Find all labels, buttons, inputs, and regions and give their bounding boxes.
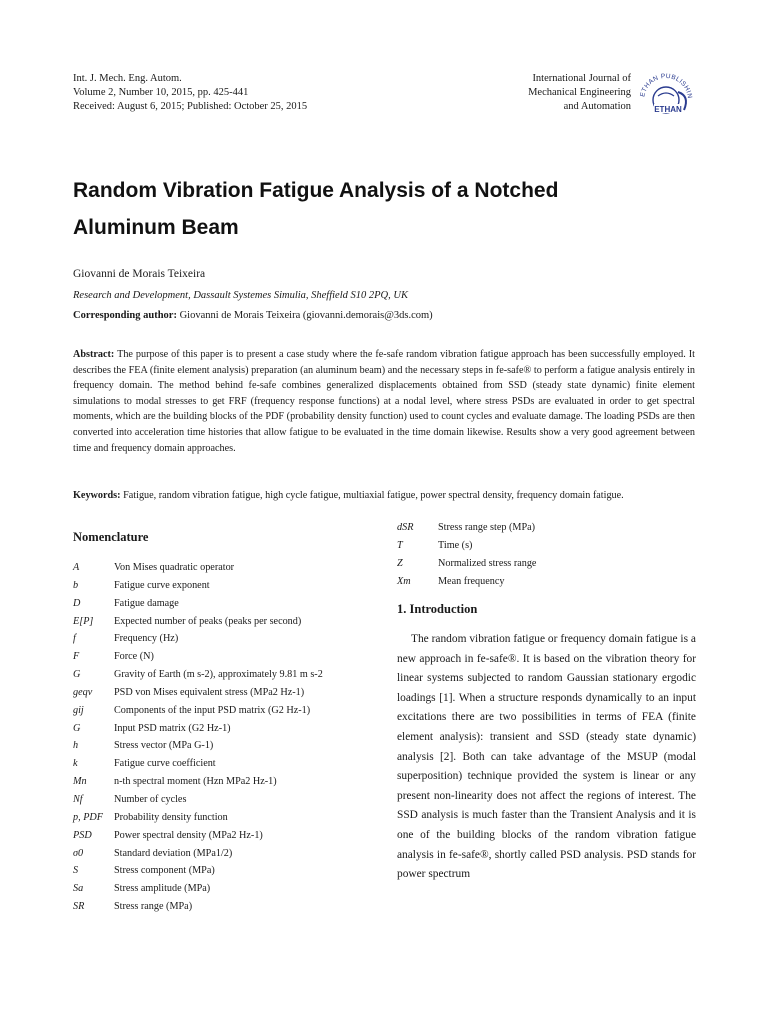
keywords-text: Fatigue, random vibration fatigue, high cycle fatigue, multiaxial fatigue, power spectral density, frequency domain fatigue.	[120, 490, 624, 501]
nomenclature-symbol: Nf	[73, 793, 83, 805]
received-published-dates: Received: August 6, 2015; Published: October 25, 2015	[73, 101, 308, 112]
affiliation: Research and Development, Dassault Systemes Simulia, Sheffield S10 2PQ, UK	[73, 290, 408, 301]
corresponding-email: Giovanni de Morais Teixeira (giovanni.demorais@3ds.com)	[176, 310, 433, 321]
nomenclature-row	[73, 755, 373, 773]
paper-title	[73, 172, 693, 246]
nomenclature-symbol: f	[73, 633, 76, 645]
corresponding-label: Corresponding author:	[73, 310, 177, 321]
nomenclature-symbol: D	[73, 597, 81, 609]
journal-citation	[73, 72, 307, 114]
svg-text:ETHAN PUBLISHING: ETHAN PUBLISHIN	[639, 72, 694, 100]
keywords	[73, 488, 695, 503]
nomenclature-description: Fatigue damage	[114, 597, 179, 609]
nomenclature-symbol: A	[73, 562, 80, 573]
nomenclature-description: Stress range step (MPa)	[438, 522, 536, 533]
nomenclature-row	[397, 519, 697, 537]
nomenclature-symbol: G	[73, 722, 81, 734]
nomenclature-description: Frequency (Hz)	[114, 633, 179, 645]
introduction-paragraph: The random vibration fatigue or frequency domain fatigue is a new approach in fe-safe®. It is based on the vibration theory for linear systems subjected to random Gaussian stationary ergodic loadings [1]. When a structure responds dynamically to an input excitations there are two possibilities in terms of FEA (finite element analysis): transient and SSD (steady state dynamic) analysis [2]. Both can take advantage of the MSUP (modal superposition) technique provided the system is linear or any present non-linearity does not affect the regions of interest. The SSD analysis is much faster than the Transient Analysis and it is one of the building blocks of the random vibration fatigue analysis in fe-safe®, shortly called PSD analysis. PSD stands for power spectrum	[397, 633, 696, 881]
nomenclature-row	[73, 880, 373, 898]
nomenclature-description: Fatigue curve exponent	[114, 579, 210, 591]
nomenclature-symbol: S	[73, 865, 79, 877]
nomenclature-row	[397, 537, 697, 555]
journal-name-line-3: and Automation	[563, 101, 631, 112]
nomenclature-row	[73, 684, 373, 702]
abstract-text: The purpose of this paper is to present a case study where the fe-safe random vibration fatigue approach has been successfully employed. It describes the FEA (finite element analysis) preparation (an aluminum beam) and the necessary steps in fe-safe® to perform a fatigue analysis entirely in frequency domain. The method behind fe-safe combines generalized displacements obtained from SSD (steady state dynamic) finite element simulations to modal stresses to get FRF (frequency response functions) at a nodal level, where stress PSDs are evaluated in order to get spectral moments, which are the building blocks of the PDF (probability density function) used to count cycles and evaluate damage. The loading PSDs are then converted into acceleration time histories that allow fatigue to be evaluated in the time domain likewise. Results show a very good agreement between time and frequency domain approaches.	[73, 349, 695, 454]
nomenclature-description: Stress range (MPa)	[114, 901, 193, 913]
nomenclature-row	[73, 666, 373, 684]
author-name: Giovanni de Morais Teixeira	[73, 268, 206, 280]
nomenclature-description: Gravity of Earth (m s-2), approximately 9.81 m s-2	[114, 669, 323, 681]
journal-name-line-2: Mechanical Engineering	[528, 87, 631, 98]
nomenclature-description: Stress amplitude (MPa)	[114, 883, 211, 895]
nomenclature-row	[73, 577, 373, 595]
nomenclature-symbol: p, PDF	[73, 811, 103, 823]
nomenclature-description: PSD von Mises equivalent stress (MPa2 Hz-1)	[114, 686, 305, 698]
nomenclature-description: n-th spectral moment (Hzn MPa2 Hz-1)	[114, 776, 277, 788]
nomenclature-row	[73, 595, 373, 613]
nomenclature-description: Time (s)	[438, 539, 473, 551]
nomenclature-symbol: PSD	[73, 829, 92, 841]
nomenclature-symbol: Z	[397, 557, 403, 569]
title-line-2: Aluminum Beam	[73, 216, 239, 239]
nomenclature-row	[73, 559, 373, 577]
nomenclature-symbol: Mn	[73, 776, 87, 788]
nomenclature-symbol: SR	[73, 901, 85, 913]
section-heading-introduction: 1. Introduction	[397, 602, 478, 616]
nomenclature-list-left	[73, 559, 373, 916]
keywords-label: Keywords:	[73, 490, 121, 501]
nomenclature-row	[397, 555, 697, 573]
nomenclature-row	[73, 702, 373, 720]
nomenclature-symbol: Sa	[73, 883, 84, 895]
nomenclature-symbol: T	[397, 539, 403, 551]
nomenclature-symbol: G	[73, 669, 81, 681]
journal-name-line-1: International Journal of	[532, 73, 631, 84]
nomenclature-symbol: geqv	[73, 686, 93, 698]
nomenclature-description: Expected number of peaks (peaks per second)	[114, 615, 302, 627]
nomenclature-heading: Nomenclature	[73, 530, 149, 544]
nomenclature-description: Number of cycles	[114, 793, 187, 805]
nomenclature-row	[73, 720, 373, 738]
nomenclature-row	[397, 573, 697, 591]
nomenclature-description: Standard deviation (MPa1/2)	[114, 847, 233, 859]
nomenclature-row	[73, 845, 373, 863]
volume-info: Volume 2, Number 10, 2015, pp. 425-441	[73, 87, 249, 98]
nomenclature-description: Fatigue curve coefficient	[114, 758, 216, 770]
abstract	[73, 347, 695, 456]
nomenclature-list-right	[397, 519, 697, 590]
nomenclature-row	[73, 791, 373, 809]
nomenclature-symbol: k	[73, 758, 78, 770]
nomenclature-description: Mean frequency	[438, 575, 505, 587]
corresponding-author	[73, 310, 433, 321]
nomenclature-row	[73, 630, 373, 648]
logo-wordmark: ETHAN	[654, 105, 682, 114]
nomenclature-row	[73, 737, 373, 755]
nomenclature-symbol: gij	[73, 704, 84, 716]
nomenclature-symbol: E[P]	[73, 615, 94, 627]
nomenclature-row	[73, 648, 373, 666]
nomenclature-symbol: dSR	[397, 522, 414, 533]
nomenclature-row	[73, 613, 373, 631]
nomenclature-row	[73, 773, 373, 791]
nomenclature-description: Force (N)	[114, 651, 154, 663]
nomenclature-row	[73, 862, 373, 880]
nomenclature-symbol: Xm	[397, 575, 411, 587]
title-line-1: Random Vibration Fatigue Analysis of a Notched	[73, 179, 559, 202]
nomenclature-row	[73, 827, 373, 845]
nomenclature-description: Stress component (MPa)	[114, 865, 215, 877]
nomenclature-description: Probability density function	[114, 811, 228, 823]
nomenclature-description: Components of the input PSD matrix (G2 Hz-1)	[114, 704, 311, 716]
nomenclature-symbol: h	[73, 740, 79, 752]
nomenclature-description: Power spectral density (MPa2 Hz-1)	[114, 829, 263, 841]
abstract-label: Abstract:	[73, 349, 115, 360]
nomenclature-row	[73, 809, 373, 827]
nomenclature-symbol: b	[73, 579, 79, 591]
publisher-logo	[636, 66, 698, 116]
nomenclature-description: Input PSD matrix (G2 Hz-1)	[114, 722, 231, 734]
journal-short-name: Int. J. Mech. Eng. Autom.	[73, 73, 182, 84]
nomenclature-symbol: F	[73, 651, 80, 663]
nomenclature-row	[73, 898, 373, 916]
nomenclature-description: Stress vector (MPa G-1)	[114, 740, 214, 752]
nomenclature-symbol: σ0	[73, 847, 84, 859]
nomenclature-description: Normalized stress range	[438, 557, 537, 569]
nomenclature-description: Von Mises quadratic operator	[114, 562, 235, 573]
journal-full-name	[505, 72, 631, 114]
